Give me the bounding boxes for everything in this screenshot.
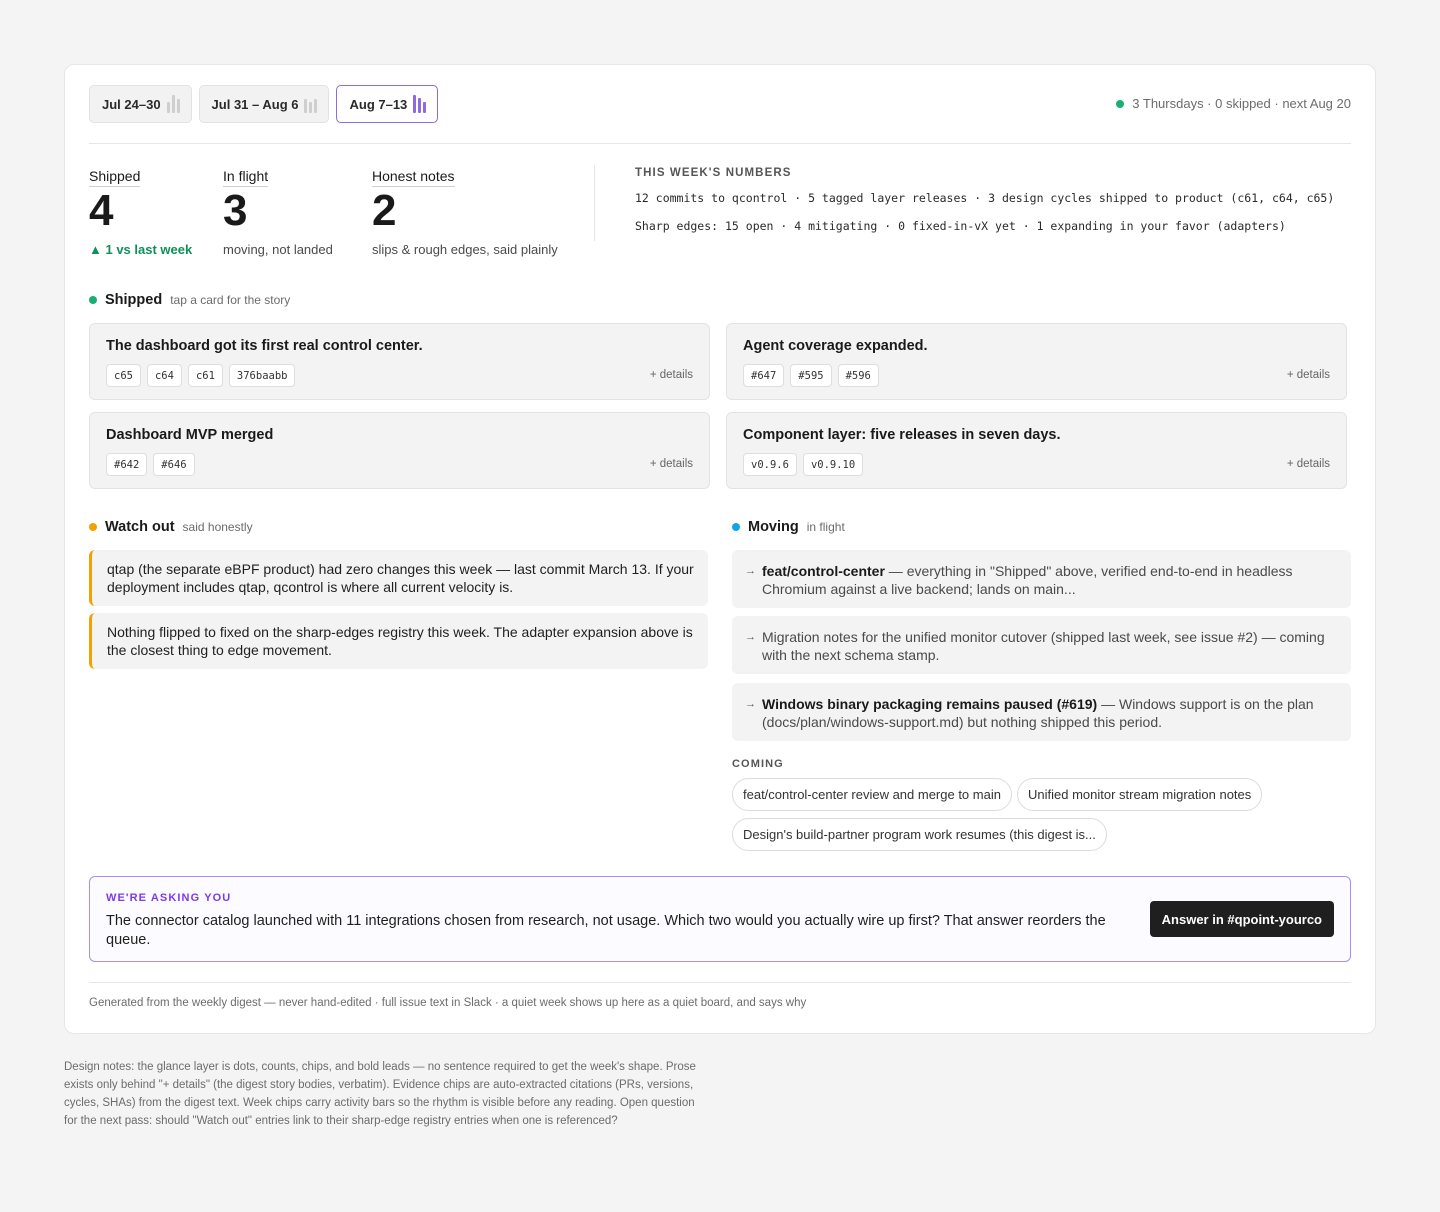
moving-item xyxy=(732,550,1351,608)
section-title: Moving xyxy=(748,519,799,535)
footer-text: Generated from the weekly digest — never hand-edited · full issue text in Slack · a quiet week shows up here as a quiet board, and says why xyxy=(89,997,807,1009)
evidence-chip[interactable]: #647 xyxy=(743,364,784,387)
details-link[interactable]: + details xyxy=(649,369,693,381)
numbers-line: 12 commits to qcontrol · 5 tagged layer releases · 3 design cycles shipped to product (c61, c64, c65) xyxy=(635,191,1335,205)
moving-item xyxy=(732,616,1351,674)
activity-bars-icon xyxy=(413,95,426,113)
details-link[interactable]: + details xyxy=(1286,369,1330,381)
section-hint: in flight xyxy=(806,520,845,534)
numbers-line: Sharp edges: 15 open · 4 mitigating · 0 fixed-in-vX yet · 1 expanding in your favor (adapters) xyxy=(635,219,1286,233)
weekly-numbers xyxy=(635,167,1334,233)
details-link[interactable]: + details xyxy=(1286,458,1330,470)
design-notes: Design notes: the glance layer is dots, counts, chips, and bold leads — no sentence required to get the week's shape. Prose exists only behind "+ details" (the digest story bodies, verbatim). Evidence chips are auto-extracted citations (PRs, versions, cycles, SHAs) from the digest text. Week chips carry activity bars so the rhythm is visible before any reading. Open question for the next pass: should "Watch out" entries link to their sharp-edge registry entries when one is referenced? xyxy=(64,1061,696,1127)
shipped-card[interactable] xyxy=(726,323,1347,400)
ask-question: The connector catalog launched with 11 integrations chosen from research, not usage. Which two would you actually wire up first? That answer reorders the queue. xyxy=(106,913,1106,948)
week-label: Jul 24–30 xyxy=(102,96,161,112)
evidence-chip[interactable]: c61 xyxy=(188,364,223,387)
section-title: Shipped xyxy=(105,292,163,308)
evidence-chip[interactable]: #595 xyxy=(790,364,831,387)
watch-section-header xyxy=(89,519,253,535)
cadence-text: 3 Thursdays · 0 skipped · next Aug 20 xyxy=(1132,96,1351,111)
shipped-dot-icon xyxy=(89,296,97,304)
digest-card xyxy=(64,64,1376,1034)
activity-bar xyxy=(413,95,416,113)
activity-bar xyxy=(423,102,426,113)
shipped-card[interactable] xyxy=(89,323,710,400)
divider xyxy=(89,982,1351,983)
stat-in-flight xyxy=(223,168,333,257)
coming-item[interactable]: feat/control-center review and merge to main xyxy=(732,778,1012,811)
stat-label: In flight xyxy=(223,168,268,187)
moving-lead: Windows binary packaging remains paused (#619) xyxy=(762,696,1098,712)
moving-text: Migration notes for the unified monitor cutover (shipped last week, see issue #2) — coming with the next schema stamp. xyxy=(762,629,1325,663)
week-chip[interactable] xyxy=(89,85,192,123)
stat-label: Honest notes xyxy=(372,168,455,187)
evidence-chips xyxy=(743,453,863,476)
stat-delta: ▲ 1 vs last week xyxy=(89,242,193,257)
evidence-chips xyxy=(106,364,295,387)
evidence-chip[interactable]: #646 xyxy=(153,453,194,476)
week-chip[interactable] xyxy=(199,85,330,123)
arrow-right-icon: → xyxy=(745,565,756,577)
activity-bar xyxy=(304,99,307,113)
week-selector xyxy=(89,85,1351,125)
numbers-heading: THIS WEEK'S NUMBERS xyxy=(635,167,792,179)
card-title: Agent coverage expanded. xyxy=(743,338,928,354)
moving-lead: feat/control-center xyxy=(762,563,885,579)
activity-bar xyxy=(177,99,180,113)
arrow-right-icon: → xyxy=(745,631,756,643)
moving-section-header xyxy=(732,519,845,535)
card-title: The dashboard got its first real control center. xyxy=(106,338,423,354)
shipped-card[interactable] xyxy=(89,412,710,489)
activity-bar xyxy=(167,102,170,113)
stat-subtext: moving, not landed xyxy=(223,242,333,257)
evidence-chip[interactable]: c64 xyxy=(147,364,182,387)
watch-dot-icon xyxy=(89,523,97,531)
arrow-right-icon: → xyxy=(745,698,756,710)
week-label: Jul 31 – Aug 6 xyxy=(211,96,299,112)
section-title: Watch out xyxy=(105,519,175,535)
stat-label: Shipped xyxy=(89,168,140,187)
question-panel xyxy=(89,876,1351,962)
activity-bars-icon xyxy=(167,95,180,113)
answer-button[interactable]: Answer in #qpoint-yourco xyxy=(1150,901,1334,937)
coming-heading: COMING xyxy=(732,758,784,770)
stat-value: 2 xyxy=(372,186,397,235)
moving-text: — Windows support is on the plan (docs/plan/windows-support.md) but nothing shipped this period. xyxy=(762,696,1314,730)
activity-bars-icon xyxy=(304,95,317,113)
stat-honest-notes xyxy=(372,168,558,257)
moving-dot-icon xyxy=(732,523,740,531)
status-dot-icon xyxy=(1116,100,1124,108)
evidence-chips xyxy=(743,364,879,387)
watch-item: Nothing flipped to fixed on the sharp-edges registry this week. The adapter expansion above is the closest thing to edge movement. xyxy=(89,613,708,669)
watch-item: qtap (the separate eBPF product) had zero changes this week — last commit March 13. If your deployment includes qtap, qcontrol is where all current velocity is. xyxy=(89,550,708,606)
week-chip[interactable] xyxy=(336,85,438,123)
evidence-chip[interactable]: v0.9.6 xyxy=(743,453,797,476)
evidence-chip[interactable]: 376baabb xyxy=(229,364,296,387)
vertical-divider xyxy=(594,165,595,241)
activity-bar xyxy=(418,98,421,113)
stat-value: 3 xyxy=(223,186,248,235)
evidence-chip[interactable]: v0.9.10 xyxy=(803,453,863,476)
coming-item[interactable]: Unified monitor stream migration notes xyxy=(1017,778,1262,811)
stat-subtext: slips & rough edges, said plainly xyxy=(372,242,558,257)
evidence-chips xyxy=(106,453,195,476)
activity-bar xyxy=(314,99,317,113)
stat-value: 4 xyxy=(89,186,114,235)
cadence-status xyxy=(1116,96,1351,111)
ask-heading: WE'RE ASKING YOU xyxy=(106,892,232,904)
card-title: Component layer: five releases in seven days. xyxy=(743,427,1061,443)
details-link[interactable]: + details xyxy=(649,458,693,470)
evidence-chip[interactable]: #596 xyxy=(838,364,879,387)
activity-bar xyxy=(309,102,312,113)
activity-bar xyxy=(172,95,175,113)
shipped-card[interactable] xyxy=(726,412,1347,489)
section-hint: said honestly xyxy=(182,520,253,534)
moving-text: — everything in "Shipped" above, verified end-to-end in headless Chromium against a live backend; lands on main... xyxy=(762,563,1293,597)
evidence-chip[interactable]: #642 xyxy=(106,453,147,476)
week-label: Aug 7–13 xyxy=(349,96,408,112)
shipped-section-header xyxy=(89,292,290,308)
evidence-chip[interactable]: c65 xyxy=(106,364,141,387)
card-title: Dashboard MVP merged xyxy=(106,427,274,443)
section-hint: tap a card for the story xyxy=(170,293,291,307)
moving-item xyxy=(732,683,1351,741)
divider xyxy=(89,143,1351,144)
stat-shipped xyxy=(89,168,192,257)
coming-item[interactable]: Design's build-partner program work resumes (this digest is... xyxy=(732,818,1107,851)
